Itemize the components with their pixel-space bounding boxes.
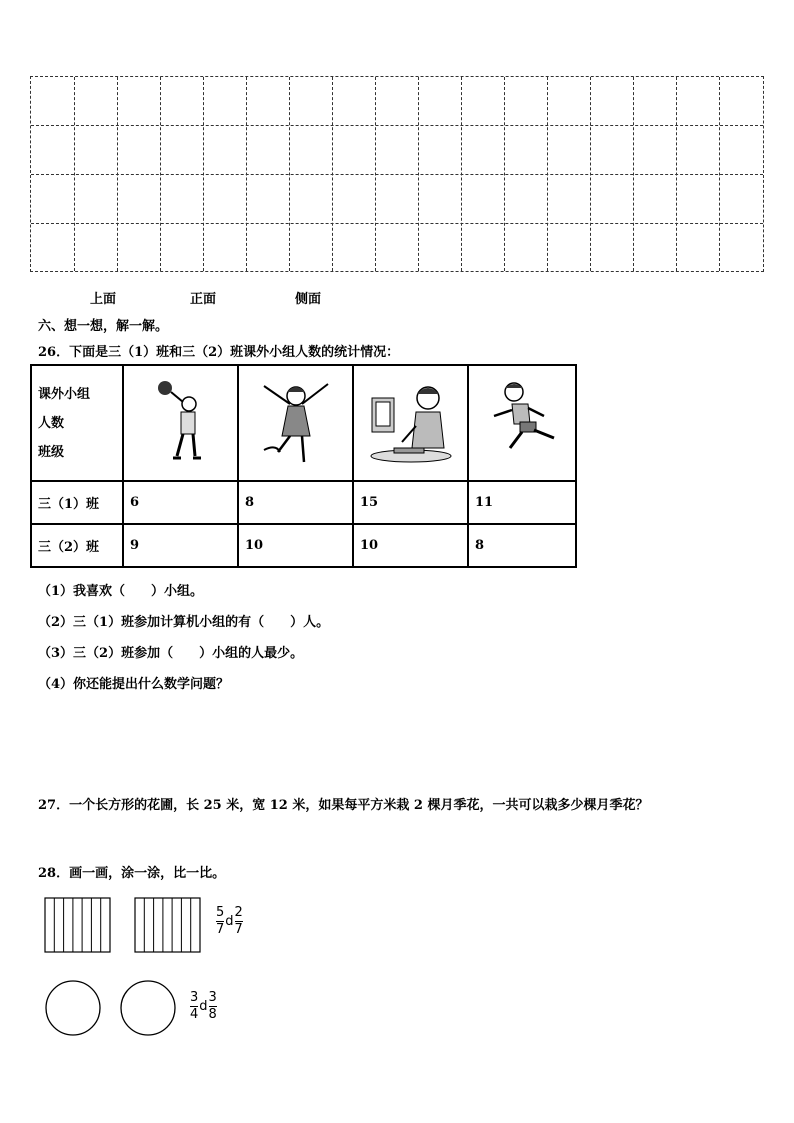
computer-icon bbox=[366, 376, 456, 466]
q27-text: 27．一个长方形的花圃，长 25 米，宽 12 米，如果每平方米栽 2 棵月季花，一共可以栽多少棵月季花？ bbox=[38, 798, 649, 813]
compare-blank[interactable]: d bbox=[225, 914, 234, 929]
table-cell: 15 bbox=[353, 481, 468, 524]
fraction-b: $\frac{3}{8}$ bbox=[208, 990, 217, 1022]
comparison-1 bbox=[216, 905, 243, 938]
row-label: 三（2）班 bbox=[31, 524, 123, 567]
fraction-circle-1 bbox=[44, 979, 102, 1037]
fraction-a: $\frac{5}{7}$ bbox=[216, 905, 225, 937]
fraction-circle-2 bbox=[119, 979, 177, 1037]
table-cell: 10 bbox=[238, 524, 353, 567]
compare-blank[interactable]: d bbox=[199, 999, 208, 1014]
table-row bbox=[31, 524, 576, 567]
view-label-top: 上面 bbox=[90, 292, 117, 307]
computer-group-cell bbox=[353, 365, 468, 481]
view-label-front: 正面 bbox=[190, 292, 217, 307]
running-boy-icon bbox=[482, 376, 562, 466]
drawing-grid bbox=[30, 76, 764, 272]
table-cell: 8 bbox=[468, 524, 576, 567]
dancing-girl-icon bbox=[256, 374, 336, 469]
comparison-2 bbox=[190, 990, 217, 1023]
stat-table bbox=[30, 364, 577, 568]
basketball-group-cell bbox=[123, 365, 238, 481]
header-cell: 课外小组 人数 班级 bbox=[31, 365, 123, 481]
table-cell: 6 bbox=[123, 481, 238, 524]
section-title: 六、想一想，解一解。 bbox=[38, 319, 169, 334]
q26-title: 26．下面是三（1）班和三（2）班课外小组人数的统计情况： bbox=[38, 345, 400, 360]
q26-sub-1: （1）我喜欢（ ）小组。 bbox=[38, 584, 204, 599]
fraction-rectangle-2 bbox=[134, 897, 202, 953]
table-row bbox=[31, 481, 576, 524]
fraction-a: $\frac{3}{4}$ bbox=[190, 990, 199, 1022]
fraction-b: $\frac{2}{7}$ bbox=[234, 905, 243, 937]
basketball-icon bbox=[151, 376, 211, 466]
dance-group-cell bbox=[238, 365, 353, 481]
view-label-side: 侧面 bbox=[295, 292, 322, 307]
q26-sub-2: （2）三（1）班参加计算机小组的有（ ）人。 bbox=[38, 615, 330, 630]
table-cell: 9 bbox=[123, 524, 238, 567]
q28-title: 28．画一画，涂一涂，比一比。 bbox=[38, 866, 226, 881]
fraction-rectangle-1 bbox=[44, 897, 112, 953]
q26-sub-3: （3）三（2）班参加（ ）小组的人最少。 bbox=[38, 646, 304, 661]
running-group-cell bbox=[468, 365, 576, 481]
row-label: 三（1）班 bbox=[31, 481, 123, 524]
table-cell: 11 bbox=[468, 481, 576, 524]
q26-sub-4: （4）你还能提出什么数学问题？ bbox=[38, 677, 230, 692]
table-cell: 8 bbox=[238, 481, 353, 524]
table-cell: 10 bbox=[353, 524, 468, 567]
